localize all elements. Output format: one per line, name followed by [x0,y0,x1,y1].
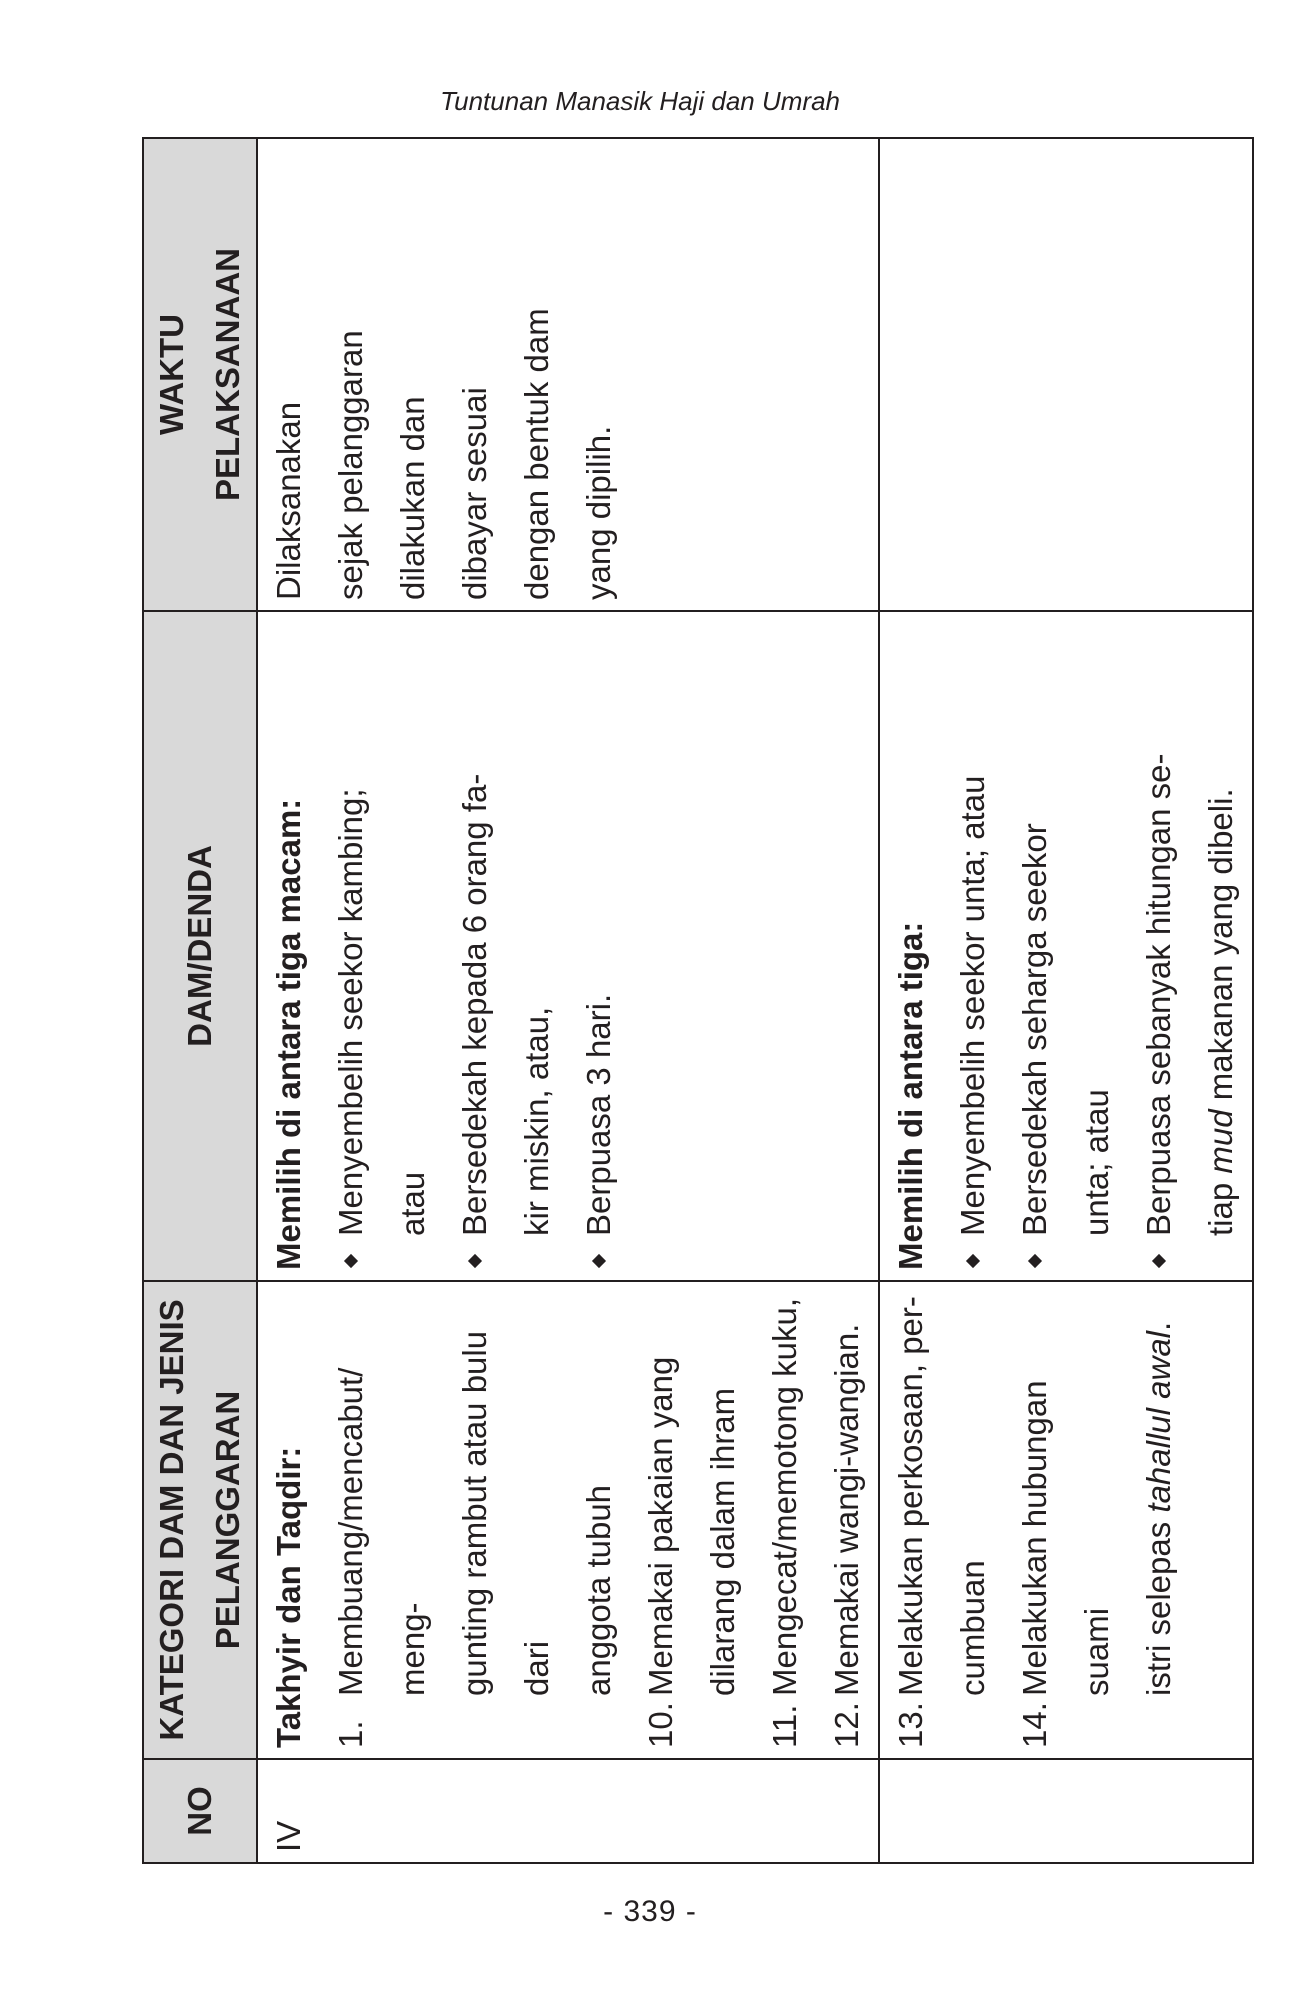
table-header-row [143,138,257,1863]
diamond-bullet-icon [1028,1254,1042,1268]
page-number: - 339 - [603,1895,697,1928]
kategori-heading: Takhyir dan Taqdir: [270,1446,307,1748]
cell-no [879,1759,1253,1863]
option-line: Menyembelih seekor unta; atau [954,775,991,1236]
dam-heading: Memilih di antara tiga macam: [270,798,307,1270]
waktu-line: dilakukan dan [394,396,431,600]
waktu-line: dibayar sesuai [456,387,493,600]
rotated-table-wrapper [142,139,1239,1864]
dam-heading: Memilih di antara tiga: [892,921,929,1270]
cell-dam [257,611,879,1281]
option-line: atau [394,1171,431,1236]
header-kategori [143,1281,257,1759]
table-row [879,138,1253,1863]
kategori-item [880,1292,1004,1748]
option-line: Menyembelih seekor kambing; [332,788,369,1236]
cell-dam [879,611,1253,1281]
diamond-bullet-icon [344,1254,358,1268]
header-dam: DAM/DENDA [143,611,257,1281]
option-line [1190,622,1252,1236]
kategori-item [754,1292,816,1748]
item-line: Melakukan perkosaan, per- [892,1296,929,1696]
item-number: 13. [892,1702,929,1748]
dam-option [568,622,630,1270]
cell-waktu [879,138,1253,611]
dam-option [942,622,1004,1270]
item-line: anggota tubuh [580,1484,617,1696]
option-line: unta; atau [1078,1089,1115,1236]
diamond-bullet-icon [592,1254,606,1268]
cell-waktu [257,138,879,611]
option-line: Bersedekah kepada 6 orang fa- [456,773,493,1236]
item-line: Memakai pakaian yang [642,1356,679,1696]
italic-term: tahallul awal [1140,1330,1177,1513]
diamond-bullet-icon [966,1254,980,1268]
text-run: . [1140,1321,1177,1331]
item-line: Melakukan hubungan suami [1016,1380,1115,1696]
option-line: Berpuasa sebanyak hitungan se- [1140,753,1177,1236]
waktu-line: yang dipilih. [580,425,617,600]
italic-term: mud [1202,1109,1239,1174]
cell-kategori [257,1281,879,1759]
text-run: tiap [1202,1173,1239,1236]
running-header: Tuntunan Manasik Haji dan Umrah [440,86,840,116]
table-row [257,138,879,1863]
dam-table [142,137,1254,1864]
item-number: 10. [642,1702,679,1748]
text-run: makanan yang dibeli. [1202,788,1239,1110]
option-line: Bersedekah seharga seekor [1016,823,1053,1236]
item-line: gunting rambut atau bulu dari [456,1330,555,1696]
item-line: Mengecat/memotong kuku, [766,1297,803,1696]
header-no: NO [143,1759,257,1863]
item-line: cumbuan [954,1560,991,1696]
header-waktu-line1: WAKTU [153,314,190,435]
diamond-bullet-icon [1152,1254,1166,1268]
item-line: dilarang dalam ihram [704,1387,741,1696]
item-line: Membuang/mencabut/ meng- [332,1367,431,1696]
kategori-item [1004,1292,1190,1748]
header-kategori-line1: KATEGORI DAM DAN JENIS [153,1299,190,1741]
item-number: 1. [332,1720,369,1748]
header-waktu [143,138,257,611]
item-number: 11. [766,1704,803,1748]
waktu-line: Dilaksanakan [270,401,307,600]
dam-option [1128,622,1252,1270]
text-run: istri selepas [1140,1512,1177,1696]
item-number: 14. [1016,1702,1053,1748]
item-number: 12. [828,1702,865,1748]
dam-option [320,622,444,1270]
waktu-line: sejak pelanggaran [332,330,369,600]
item-line [1128,1292,1190,1696]
cell-kategori [879,1281,1253,1759]
header-kategori-line2: PELANGGARAN [209,1390,246,1650]
diamond-bullet-icon [468,1254,482,1268]
waktu-line: dengan bentuk dam [518,308,555,600]
option-line: Berpuasa 3 hari. [580,993,617,1236]
option-line: kir miskin, atau, [518,1006,555,1236]
kategori-item [320,1292,630,1748]
dam-option [1004,622,1128,1270]
header-waktu-line2: PELAKSANAAN [209,248,246,502]
cell-no: IV [257,1759,879,1863]
kategori-item [630,1292,754,1748]
item-line: Memakai wangi-wangian. [828,1323,865,1696]
dam-option [444,622,568,1270]
kategori-item [816,1292,878,1748]
